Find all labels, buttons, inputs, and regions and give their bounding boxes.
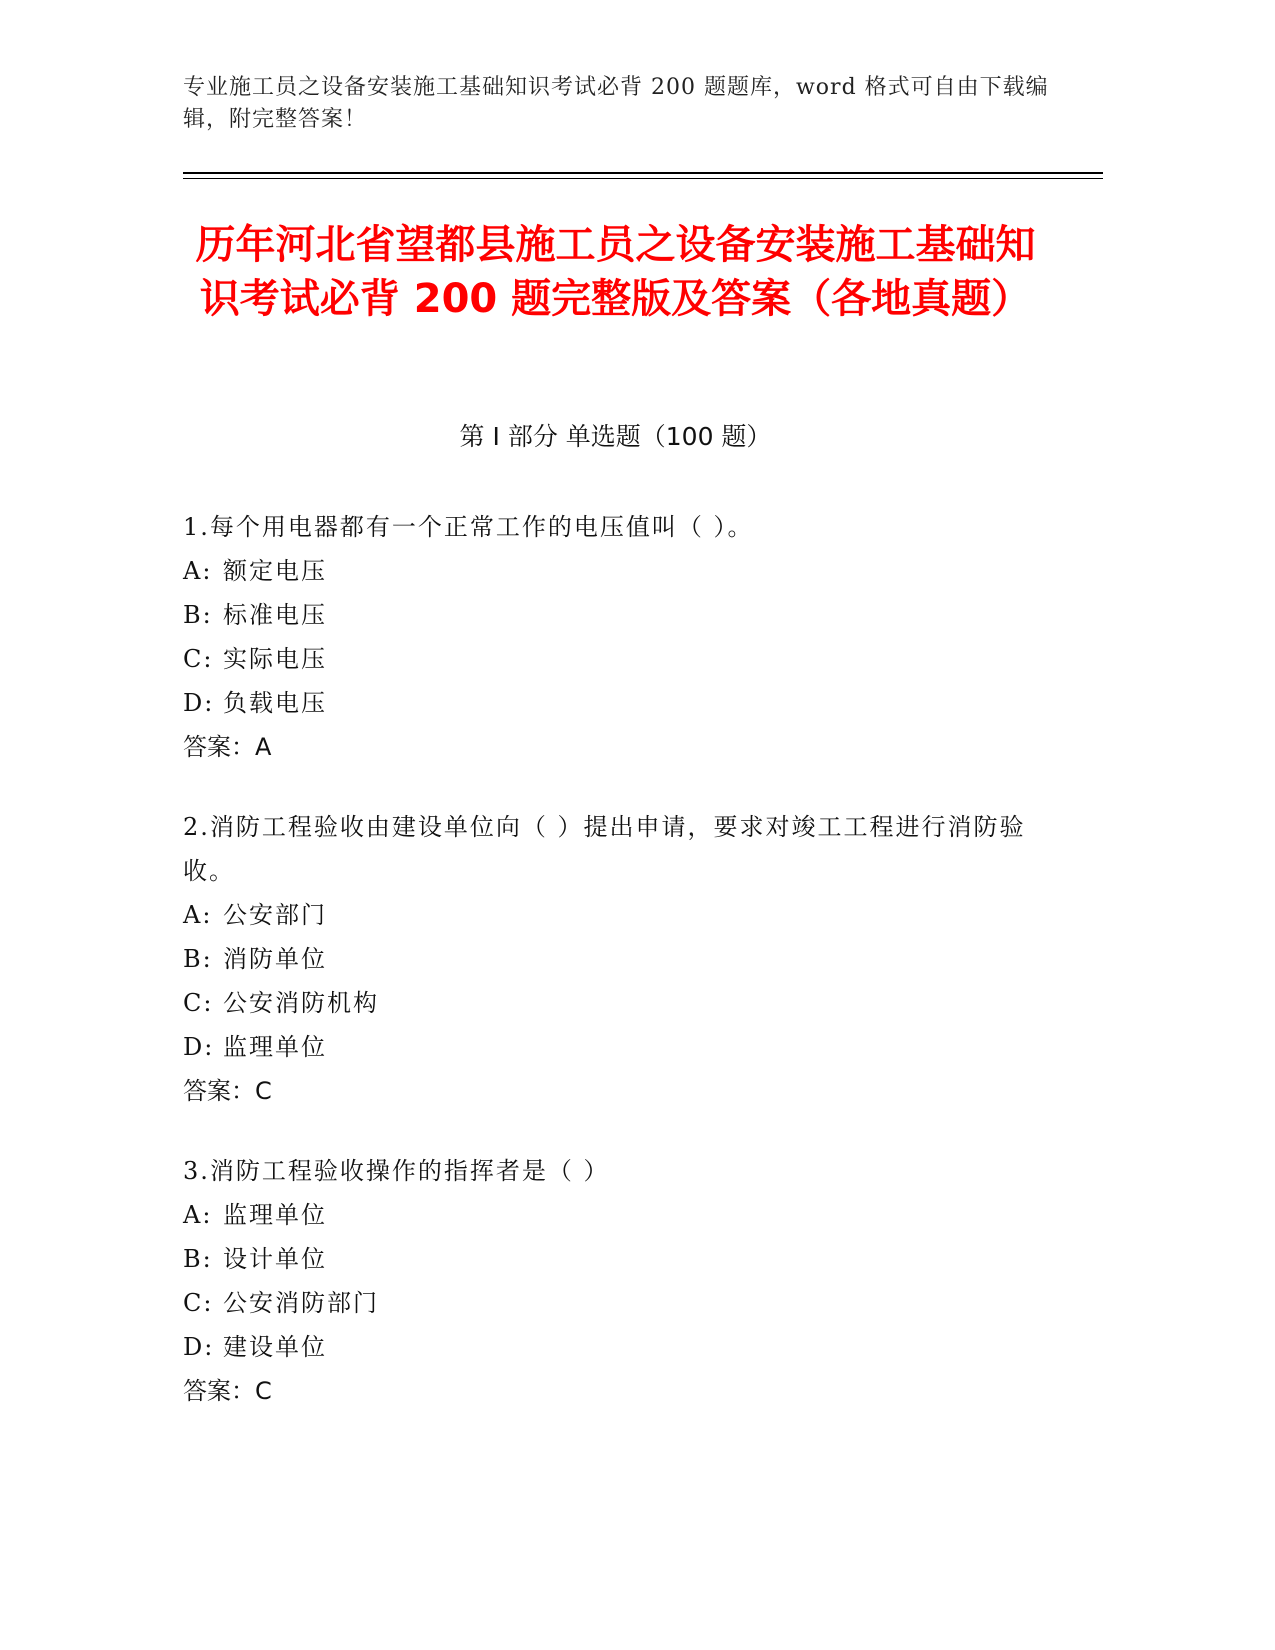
header-divider-thick bbox=[183, 172, 1103, 174]
option-letter: B: bbox=[183, 945, 213, 973]
option-letter: C: bbox=[183, 989, 214, 1017]
document-title: 历年河北省望都县施工员之设备安装施工基础知识考试必背 200 题完整版及答案（各地真题） bbox=[195, 222, 1036, 322]
option-c bbox=[183, 637, 1033, 681]
option-b bbox=[183, 937, 1033, 981]
option-a bbox=[183, 1193, 1033, 1237]
question-list bbox=[183, 505, 1033, 1449]
option-letter: B: bbox=[183, 1245, 213, 1273]
answer-line: 答案：A bbox=[183, 733, 272, 761]
question-item bbox=[183, 805, 1033, 1113]
option-b bbox=[183, 1237, 1033, 1281]
option-text: 设计单位 bbox=[223, 1245, 327, 1273]
option-c bbox=[183, 981, 1033, 1025]
option-letter: B: bbox=[183, 601, 213, 629]
question-item bbox=[183, 1149, 1033, 1413]
answer-line: 答案：C bbox=[183, 1377, 272, 1405]
question-stem: 2.消防工程验收由建设单位向（ ）提出申请，要求对竣工工程进行消防验收。 bbox=[183, 813, 1026, 885]
option-letter: A: bbox=[183, 1201, 213, 1229]
option-letter: D: bbox=[183, 689, 215, 717]
option-text: 实际电压 bbox=[223, 645, 327, 673]
question-stem: 1.每个用电器都有一个正常工作的电压值叫（ ）。 bbox=[183, 513, 754, 541]
option-d bbox=[183, 681, 1033, 725]
option-letter: D: bbox=[183, 1033, 215, 1061]
option-c bbox=[183, 1281, 1033, 1325]
option-d bbox=[183, 1325, 1033, 1369]
section-heading: 第 I 部分 单选题（100 题） bbox=[459, 422, 772, 451]
option-text: 负载电压 bbox=[223, 689, 327, 717]
option-text: 消防单位 bbox=[223, 945, 327, 973]
option-text: 公安部门 bbox=[223, 901, 327, 929]
option-text: 标准电压 bbox=[223, 601, 327, 629]
option-d bbox=[183, 1025, 1033, 1069]
option-a bbox=[183, 893, 1033, 937]
option-a bbox=[183, 549, 1033, 593]
option-b bbox=[183, 593, 1033, 637]
question-item bbox=[183, 505, 1033, 769]
option-text: 额定电压 bbox=[223, 557, 327, 585]
option-text: 公安消防部门 bbox=[223, 1289, 379, 1317]
option-text: 监理单位 bbox=[223, 1201, 327, 1229]
option-text: 建设单位 bbox=[223, 1333, 327, 1361]
header-divider-thin bbox=[183, 178, 1103, 179]
question-stem: 3.消防工程验收操作的指挥者是（ ） bbox=[183, 1157, 610, 1185]
option-letter: D: bbox=[183, 1333, 215, 1361]
option-text: 公安消防机构 bbox=[223, 989, 379, 1017]
header-note: 专业施工员之设备安装施工基础知识考试必背 200 题题库，word 格式可自由下载编辑，附完整答案！ bbox=[183, 75, 1049, 132]
option-letter: A: bbox=[183, 901, 213, 929]
option-letter: C: bbox=[183, 645, 214, 673]
answer-line: 答案：C bbox=[183, 1077, 272, 1105]
option-letter: A: bbox=[183, 557, 213, 585]
option-letter: C: bbox=[183, 1289, 214, 1317]
option-text: 监理单位 bbox=[223, 1033, 327, 1061]
